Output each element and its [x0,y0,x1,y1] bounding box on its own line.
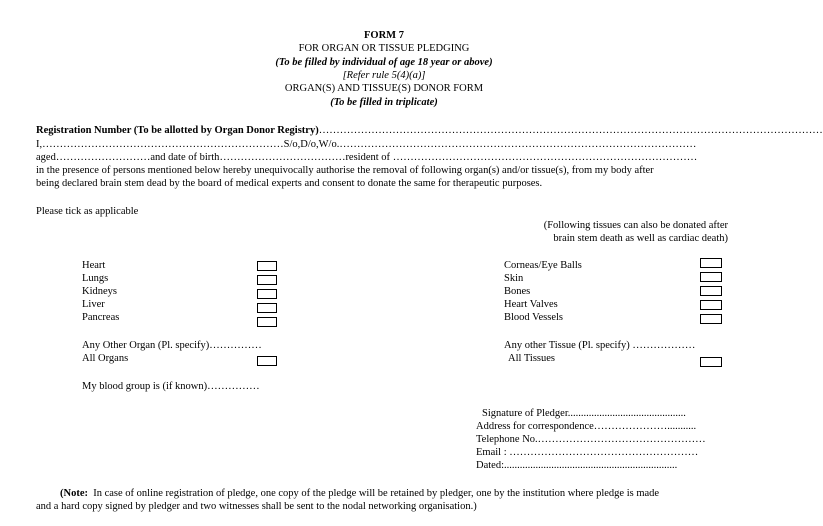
resident-label: resident of [345,152,391,163]
dob-label: and date of birth [150,152,220,163]
form-subtitle: ORGAN(S) AND TISSUE(S) DONOR FORM [284,83,484,94]
age-field[interactable]: ……………………… [55,152,151,163]
liver-checkbox[interactable] [257,303,277,313]
tissue-note-2: brain stem death as well as cardiac death) [553,233,728,244]
age-note: (To be filled by individual of age 18 year or above) [275,57,493,68]
blood-group-line [82,381,260,393]
organ-label: Pancreas [82,312,120,323]
form-number: FORM 7 [364,30,404,41]
triplicate-note: (To be filled in triplicate) [330,97,438,108]
aged-label: aged [36,152,56,163]
email-line [476,447,698,459]
tissue-note-1: (Following tissues can also be donated after [543,220,728,231]
registration-label: Registration Number (To be allotted by Organ Donor Registry) [36,125,319,136]
kidneys-checkbox[interactable] [257,289,277,299]
corneas-checkbox[interactable] [700,258,722,268]
relation-label: S/o,D/o,W/o. [283,139,340,150]
pancreas-checkbox[interactable] [257,317,277,327]
heart-checkbox[interactable] [257,261,277,271]
signature-line [482,408,686,420]
name-prefix: I, [36,139,43,150]
address-line [476,421,696,433]
blood-group-label: My blood group is (if known) [82,381,208,392]
other-organ-label: Any Other Organ (Pl. specify) [82,340,210,351]
signature-field[interactable]: ............................................. [567,408,686,419]
blood-vessels-checkbox[interactable] [700,314,722,324]
note-text-1: In case of online registration of pledge, one copy of the pledge will be retained by pledger, one by the institution where pledge is made [93,488,660,499]
telephone-field[interactable]: ………………………………………… [537,434,706,445]
name-line [36,139,696,151]
tissue-label: Blood Vessels [504,312,564,323]
tick-instruction: Please tick as applicable [36,206,139,217]
other-tissue-label: Any other Tissue (Pl. specify) [504,340,630,351]
registration-line [36,125,823,137]
registration-number-field[interactable]: ……………………………………………………………………………………………………………………………… [318,125,823,136]
resident-field[interactable]: …………………………………………………………………………… [390,152,698,163]
all-organs-checkbox[interactable] [257,356,277,366]
dob-field[interactable]: ……………………………… [219,152,346,163]
tissue-label: Corneas/Eye Balls [504,260,582,271]
other-tissue-field[interactable]: ……………… [629,340,696,351]
age-line [36,152,697,164]
note-line-1 [60,488,659,500]
tissue-label: Skin [504,273,524,284]
all-tissues-label: All Tissues [508,353,555,364]
other-organ-field[interactable]: …………… [209,340,262,351]
blood-group-field[interactable]: …………… [207,381,260,392]
address-label: Address for correspondence [476,421,594,432]
telephone-line [476,434,706,446]
organ-label: Lungs [82,273,109,284]
other-tissue-line [504,340,695,352]
relation-field[interactable]: ………………………………………………………………………………………… [339,139,697,150]
signature-label: Signature of Pledger [482,408,568,419]
email-label: Email : [476,447,507,458]
dated-label: Dated: [476,460,504,471]
lungs-checkbox[interactable] [257,275,277,285]
note-label: (Note: [60,488,88,499]
heart-valves-checkbox[interactable] [700,300,722,310]
other-organ-line [82,340,262,352]
skin-checkbox[interactable] [700,272,722,282]
form-title: FOR ORGAN OR TISSUE PLEDGING [298,43,470,54]
organ-label: Kidneys [82,286,117,297]
all-tissues-checkbox[interactable] [700,357,722,367]
all-organs-label: All Organs [82,353,129,364]
address-field[interactable]: …………………........... [593,421,697,432]
consent-line-2: being declared brain stem dead by the board of medical experts and consent to donate the same for therapeutic purposes. [36,178,543,189]
telephone-label: Telephone No. [476,434,538,445]
tissue-label: Heart Valves [504,299,558,310]
tissue-label: Bones [504,286,531,297]
dated-field[interactable]: .................................................................. [504,460,678,471]
email-field[interactable]: ……………………………………………… [506,447,699,458]
dated-line [476,460,677,472]
organ-label: Heart [82,260,106,271]
bones-checkbox[interactable] [700,286,722,296]
note-line-2: and a hard copy signed by pledger and two witnesses shall be sent to the nodal networking organisation.) [36,501,477,512]
name-field[interactable]: …………………………………………………………… [42,139,284,150]
rule-reference: [Refer rule 5(4)(a)] [342,70,426,81]
organ-label: Liver [82,299,105,310]
consent-line-1: in the presence of persons mentioned below hereby unequivocally authorise the removal of following organ(s) and/or tissue(s), from my body after [36,165,654,176]
